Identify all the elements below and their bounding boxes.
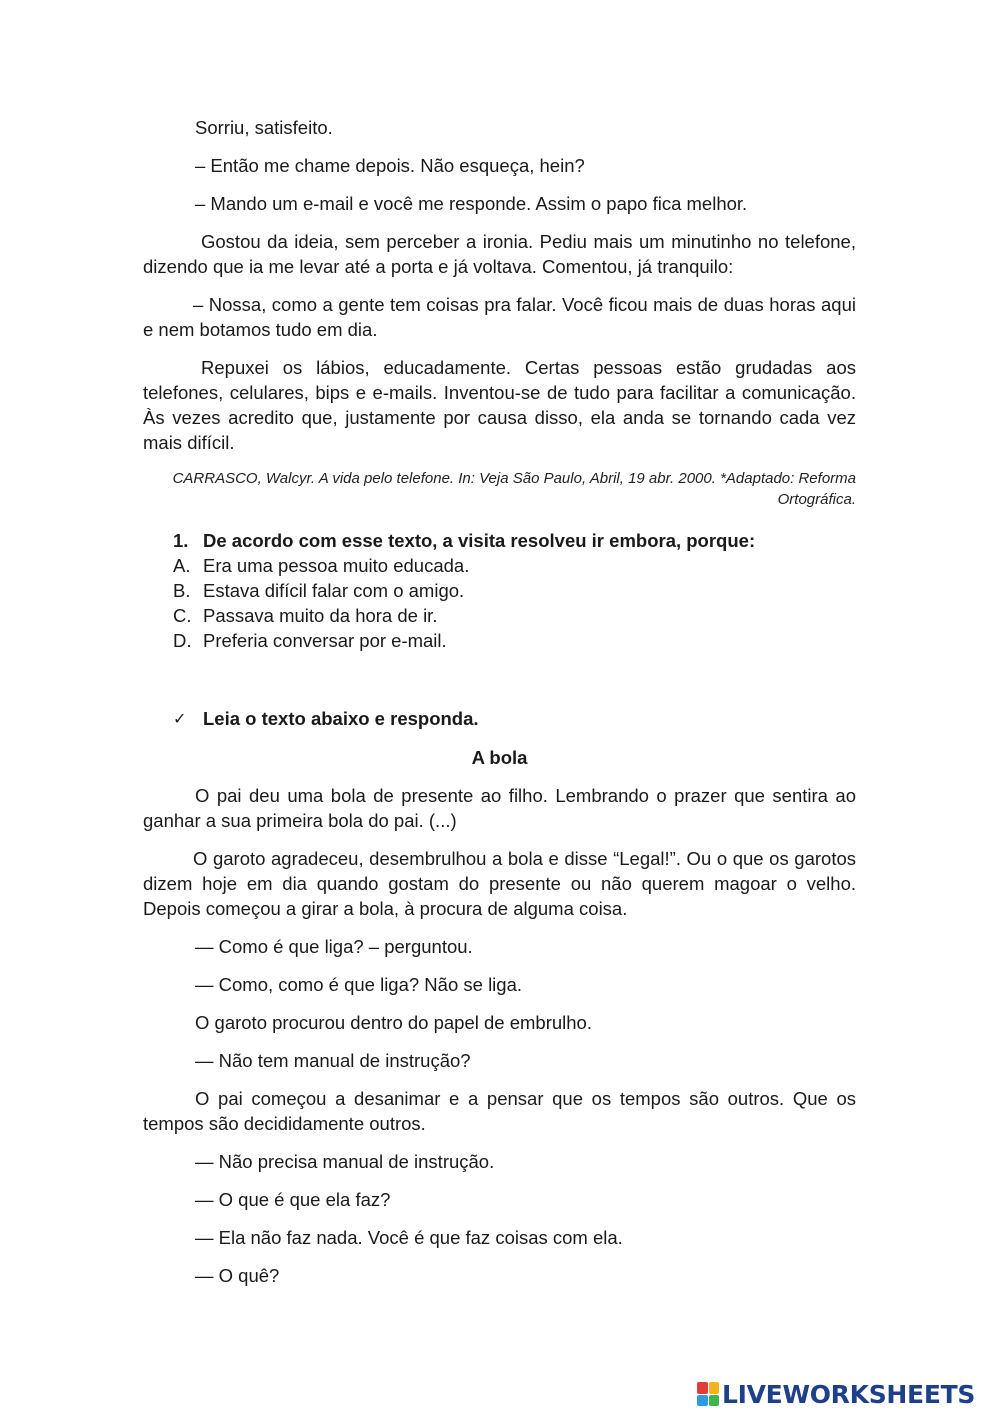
option-text: Passava muito da hora de ir. (203, 605, 438, 626)
worksheet-page (143, 115, 856, 1301)
citation: CARRASCO, Walcyr. A vida pelo telefone. In: Veja São Paulo, Abril, 19 abr. 2000. *Adaptado: Reforma Ortográfica. (172, 470, 856, 508)
liveworksheets-logo[interactable] (697, 1381, 975, 1407)
logo-mark-icon (697, 1382, 719, 1406)
question-title (143, 528, 856, 553)
logo-text: LIVEWORKSHEETS (722, 1379, 976, 1409)
paragraph: – Nossa, como a gente tem coisas pra falar. Você ficou mais de duas horas aqui e nem botamos tudo em dia. (143, 294, 856, 340)
option-a[interactable] (143, 553, 856, 578)
passage-title: A bola (471, 747, 528, 768)
passage-1 (143, 115, 856, 510)
paragraph: O pai começou a desanimar e a pensar que os tempos são outros. Que os tempos são decididamente outros. (143, 1088, 856, 1134)
paragraph: – Mando um e-mail e você me responde. Assim o papo fica melhor. (195, 193, 748, 214)
paragraph: O garoto agradeceu, desembrulhou a bola e disse “Legal!”. Ou o que os garotos dizem hoje em dia quando gostam do presente ou não querem magoar o velho. Depois começou a girar a bola, à procura de alguma coisa. (143, 848, 856, 919)
option-text: Era uma pessoa muito educada. (203, 555, 470, 576)
logo-tile (697, 1382, 708, 1394)
option-letter: B. (173, 580, 191, 601)
question-number: 1. (173, 530, 189, 551)
instruction (143, 706, 856, 731)
paragraph: O pai deu uma bola de presente ao filho. Lembrando o prazer que sentira ao ganhar a sua primeira bola do pai. (...) (143, 785, 856, 831)
logo-tile (709, 1382, 720, 1394)
option-b[interactable] (143, 578, 856, 603)
paragraph: — Ela não faz nada. Você é que faz coisas com ela. (195, 1227, 623, 1248)
option-c[interactable] (143, 603, 856, 628)
paragraph: — O quê? (195, 1265, 280, 1286)
paragraph: O garoto procurou dentro do papel de embrulho. (195, 1012, 592, 1033)
paragraph: Gostou da ideia, sem perceber a ironia. Pediu mais um minutinho no telefone, dizendo que ia me levar até a porta e já voltava. Comentou, já tranquilo: (143, 231, 856, 277)
option-d[interactable] (143, 628, 856, 653)
instruction-text: Leia o texto abaixo e responda. (203, 708, 479, 729)
option-letter: D. (173, 630, 192, 651)
option-letter: C. (173, 605, 192, 626)
question-1 (143, 528, 856, 653)
paragraph: — Não precisa manual de instrução. (195, 1151, 495, 1172)
option-text: Preferia conversar por e-mail. (203, 630, 447, 651)
logo-tile (697, 1395, 708, 1407)
paragraph: — Como é que liga? – perguntou. (195, 936, 473, 957)
option-text: Estava difícil falar com o amigo. (203, 580, 465, 601)
paragraph: Repuxei os lábios, educadamente. Certas pessoas estão grudadas aos telefones, celulares, bips e e-mails. Inventou-se de tudo para facilitar a comunicação. Às vezes acredito que, justamente por causa disso, ela anda se tornando cada vez mais difícil. (143, 357, 856, 453)
paragraph: — Como, como é que liga? Não se liga. (195, 974, 523, 995)
paragraph: — O que é que ela faz? (195, 1189, 391, 1210)
paragraph: Sorriu, satisfeito. (195, 117, 333, 138)
option-letter: A. (173, 555, 191, 576)
logo-tile (709, 1395, 720, 1407)
answer-options (143, 553, 856, 653)
question-text: De acordo com esse texto, a visita resolveu ir embora, porque: (203, 530, 756, 551)
paragraph: — Não tem manual de instrução? (195, 1050, 471, 1071)
passage-2 (143, 745, 856, 1288)
paragraph: – Então me chame depois. Não esqueça, hein? (195, 155, 585, 176)
checkmark-icon: ✓ (173, 709, 187, 728)
